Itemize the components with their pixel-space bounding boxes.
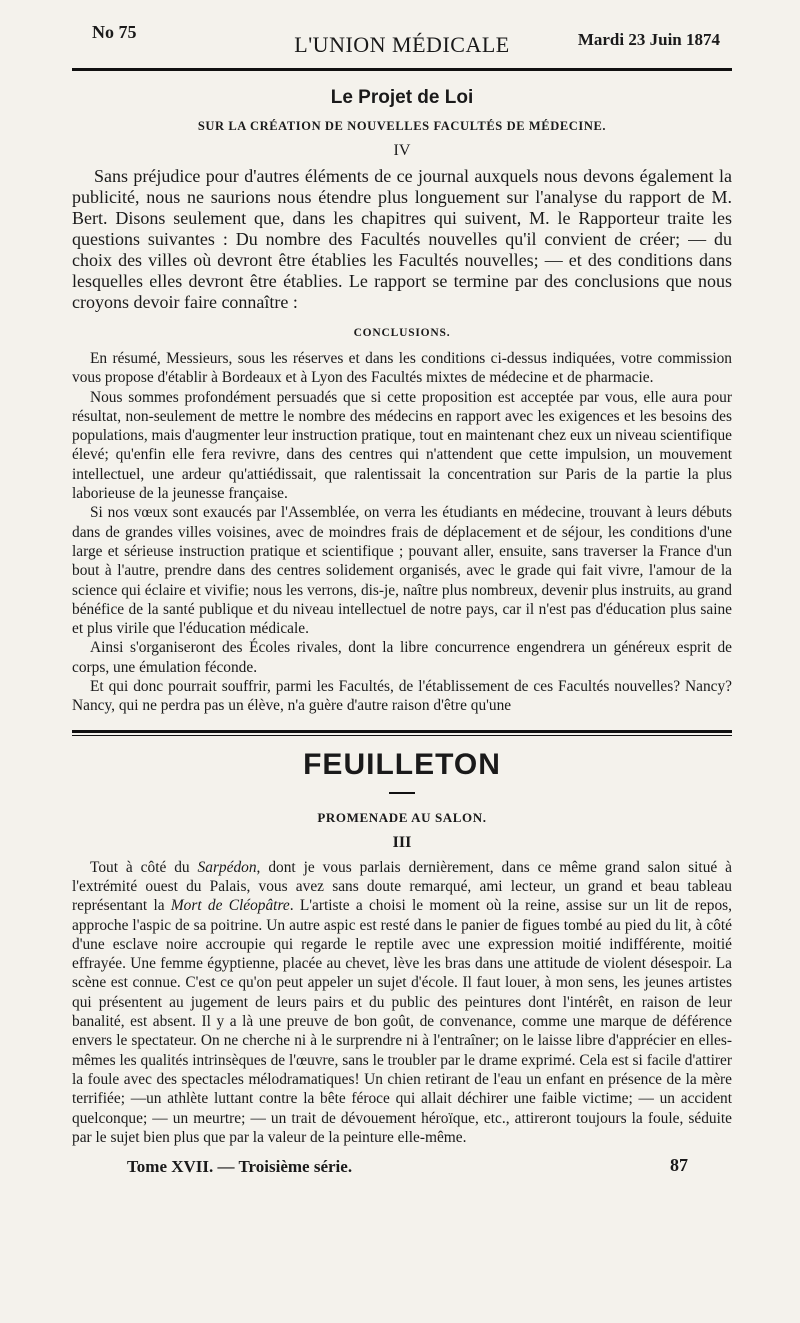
header-rule xyxy=(72,68,732,71)
painting-title-sarpedon: Sarpédon xyxy=(197,858,257,876)
journal-page xyxy=(72,18,732,1183)
article-section-number: IV xyxy=(393,142,411,159)
article-paragraph: Si nos vœux sont exaucés par l'Assemblée, on verra les étudiants en médecine, trouvant à leurs débuts dans de grandes villes voisines, avec de moindres frais de déplacement et de séjour, les conditions d'une large et sérieuse instruction pratique et scientifique ; pouvant aller, ensuite, sans traverser la France d'un bout à l'autre, prendre dans des centres solidement organisés, avec le grade qui fait vivre, l'amour de la science qui éclaire et vivifie; nous les verrons, dis-je, naître plus nombreux, devenir plus instruits, au grand bénéfice de la santé publique et du niveau intellectuel de notre pays, car il n'est pas d'éducation plus saine et plus virile que l'éducation médicale. xyxy=(72,504,732,638)
feuilleton-text-end: . L'artiste a choisi le moment où la reine, assise sur un lit de repos, approche l'aspic de sa poitrine. Un autre aspic est resté dans le panier de figues tombé au pied du lit, à côté d'une esclave noire accroupie qui regarde le reptile avec une expression moitié indifférente, moitié effrayée. Une femme égyptienne, placée au chevet, lève les bras dans une attitude de violent désespoir. La scène est connue. C'est ce qu'on peut appeler un sujet d'école. Il faut louer, à mon sens, les jeunes artistes qui présentent au jugement de leurs pairs et du public des peintures dont l'intérêt, en raison de leur banalité, est absent. Il y a là une preuve de bon goût, de convenance, comme une marque de déférence envers le spectateur. On ne cherche ni à le surprendre ni à l'entraîner; on le laisse libre d'apprécier en elles-mêmes les qualités intrinsèques de l'œuvre, sans le troubler par le drame exprimé. Cela est si facile d'attirer la foule avec des spectacles mélodramatiques! Un chien retirant de l'eau un enfant en présence de la mère terrifiée; —un athlète luttant contre la bête féroce qui allait déchirer une faible victime; — un accident quelconque; — un meurtre; — un trait de dévouement héroïque, etc., attireront toujours la foule, séduite par le sujet bien plus que par la valeur de la peinture elle-même. xyxy=(72,897,732,1146)
article-subtitle: SUR LA CRÉATION DE NOUVELLES FACULTÉS DE MÉDECINE. xyxy=(197,119,607,133)
issue-date: Mardi 23 Juin 1874 xyxy=(577,30,720,49)
feuilleton-heading: FEUILLETON xyxy=(303,747,501,781)
issue-number: No 75 xyxy=(92,22,137,42)
divider-thin-rule xyxy=(72,735,732,736)
page-number: 87 xyxy=(670,1155,688,1176)
feuilleton-text-start: Tout à côté du xyxy=(90,858,198,876)
feuilleton-dash xyxy=(389,792,415,794)
journal-title: L'UNION MÉDICALE xyxy=(294,32,510,57)
page-footer xyxy=(72,1153,732,1183)
article-paragraph: Nous sommes profondément persuadés que si cette proposition est acceptée par vous, elle aura pour résultat, non-seulement de mettre le nombre des médecins en rapport avec les exigences et les besoins des populations, mais d'augmenter leur instruction pratique, tout en maintenant chez eux un niveau scientifique élevé; qu'enfin elle fera revivre, dans des centres qui n'attendent que cette impulsion, un mouvement intellectuel, une ardeur qu'attiédissait, que ralentissait la concentration sur Paris de la partie la plus laborieuse de la jeunesse française. xyxy=(72,388,732,503)
divider-thick-rule xyxy=(72,730,732,733)
conclusions-heading: CONCLUSIONS. xyxy=(353,327,451,339)
feuilleton-divider xyxy=(72,730,732,736)
article-title: Le Projet de Loi xyxy=(330,87,474,108)
article-paragraph: En résumé, Messieurs, sous les réserves et dans les conditions ci-dessus indiquées, votre commission vous propose d'établir à Bordeaux et à Lyon des Facultés mixtes de médecine et de pharmacie. xyxy=(72,350,732,387)
article-paragraph: Et qui donc pourrait souffrir, parmi les Facultés, de l'établissement de ces Facultés nouvelles? Nancy? Nancy, qui ne perdra pas un élève, n'a guère d'autre raison d'être qu'une xyxy=(72,678,732,715)
feuilleton-subheading: PROMENADE AU SALON. xyxy=(317,809,487,825)
painting-title-cleopatre: Mort de Cléopâtre xyxy=(170,897,290,915)
article-intro-paragraph: Sans préjudice pour d'autres éléments de ce journal auxquels nous devons également la publicité, nous ne saurions nous étendre plus longuement sur l'analyse du rapport de M. Bert. Disons seulement que, dans les chapitres qui suivent, M. le Rapporteur traite les questions suivantes : Du nombre des Facultés nouvelles qu'il convient de créer; — du choix des villes où devront être établies les Facultés nouvelles; — et des conditions dans lesquelles elles devront être établies. Le rapport se termine par des conclusions que nous croyons devoir faire connaître : xyxy=(72,166,732,312)
feuilleton-section-number: III xyxy=(392,833,412,851)
feuilleton-paragraph xyxy=(72,858,732,1147)
page-header xyxy=(72,18,732,62)
feuilleton-text-mid: , dont je vous parlais dernièrement, dans ce même grand salon situé à l'extrémité ouest du Palais, vous avez sans doute remarqué, ami lecteur, un grand et beau tableau représentant la xyxy=(72,858,732,915)
volume-series: Tome XVII. — Troisième série. xyxy=(127,1157,353,1177)
article-paragraph: Ainsi s'organiseront des Écoles rivales, dont la libre concurrence engendrera un généreux esprit de corps, une émulation féconde. xyxy=(72,639,732,676)
